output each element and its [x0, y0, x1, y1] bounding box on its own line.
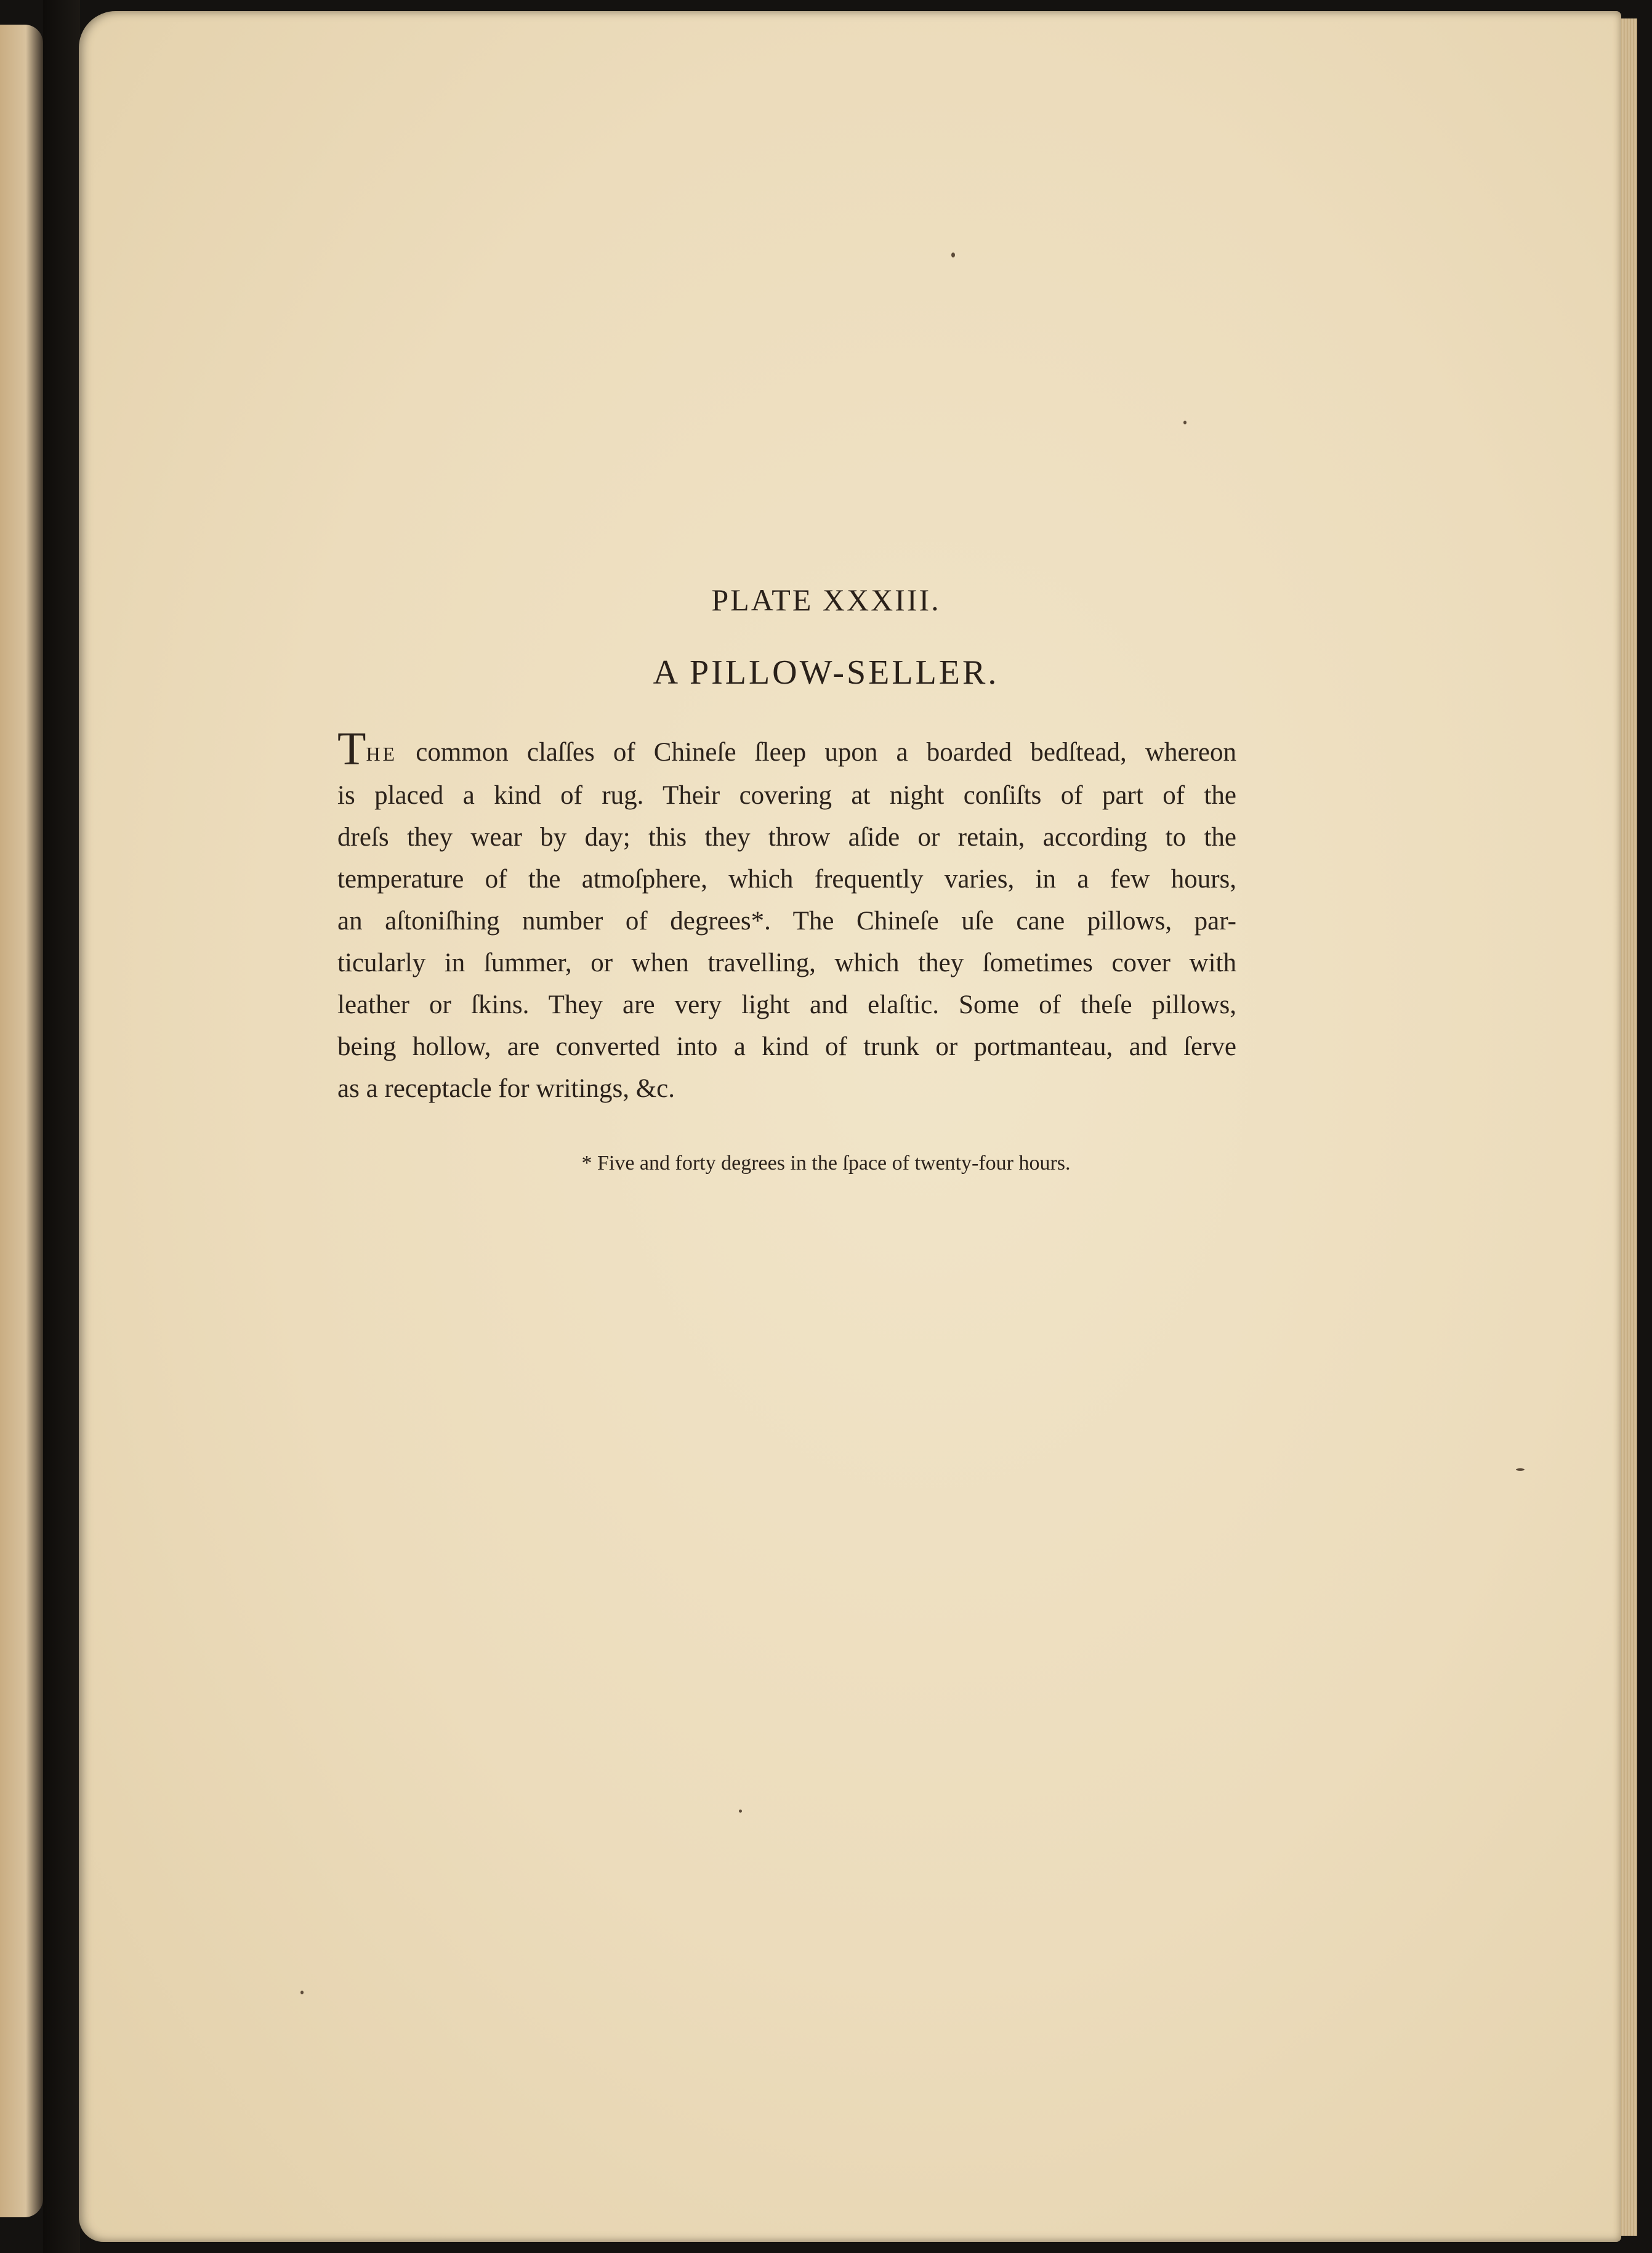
right-page-edges [1621, 18, 1637, 2236]
paper-fleck [1183, 421, 1187, 424]
text-line: ticularly in ſummer, or when travelling, which they ſometimes cover with [337, 949, 1236, 977]
drop-cap: T [337, 723, 366, 775]
text-line: temperature of the atmoſphere, which frequently varies, in a few hours, [337, 865, 1236, 894]
paper-fleck [1516, 1468, 1525, 1471]
plate-subtitle: A PILLOW-SELLER. [653, 653, 999, 692]
text-line: dreſs they wear by day; this they throw aſide or retain, according to the [337, 823, 1236, 852]
text-line: being hollow, are converted into a kind of trunk or portmanteau, and ſerve [337, 1032, 1236, 1061]
text-line-content: common claſſes of Chineſe ſleep upon a boarded bedſtead, whereon [397, 738, 1236, 767]
paper-fleck [951, 253, 955, 257]
body-paragraph [337, 723, 1236, 1110]
left-page-edge [0, 25, 43, 2217]
drop-cap-rest: HE [366, 743, 398, 765]
plate-title: PLATE XXXIII. [711, 583, 941, 617]
text-line: is placed a kind of rug. Their covering at night conſiſts of part of the [337, 781, 1236, 810]
text-line: as a receptacle for writings, &c. [337, 1074, 675, 1103]
paper-fleck [300, 1991, 304, 1994]
book-gutter [43, 0, 80, 2253]
text-line [337, 723, 1236, 775]
text-line: an aſtoniſhing number of degrees*. The Chineſe uſe cane pillows, par- [337, 907, 1236, 936]
paper-fleck [739, 1810, 742, 1813]
footnote: * Five and forty degrees in the ſpace of twenty-four hours. [581, 1152, 1071, 1175]
text-line: leather or ſkins. They are very light and elaſtic. Some of theſe pillows, [337, 990, 1236, 1019]
book-page [79, 11, 1621, 2242]
